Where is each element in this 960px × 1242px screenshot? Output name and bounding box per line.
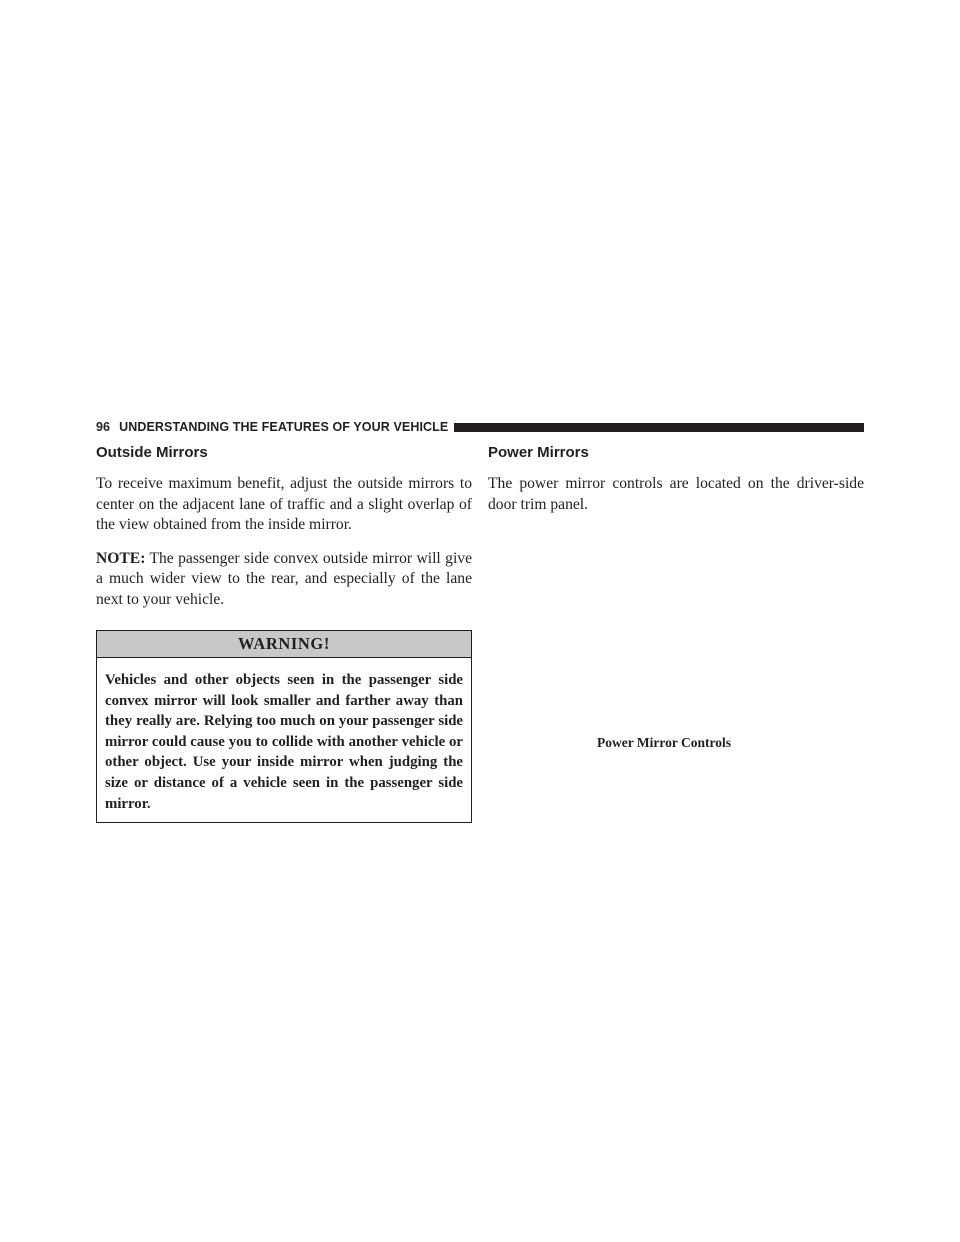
warning-title: WARNING!	[97, 631, 471, 658]
note-paragraph	[96, 549, 472, 611]
header-rule	[454, 423, 864, 432]
outside-mirrors-heading: Outside Mirrors	[96, 444, 208, 461]
warning-body: Vehicles and other objects seen in the passenger side convex mirror will look smaller and farther away than they really are. Relying too much on your passenger side mirror could cause you to collide with another vehicle or other object. Use your inside mirror when judging the size or distance of a vehicle seen in the passenger side mirror.	[105, 672, 463, 812]
outside-mirrors-paragraph: To receive maximum benefit, adjust the outside mirrors to center on the adjacent lane of traffic and a slight overlap of the view obtained from the inside mirror.	[96, 475, 472, 533]
page-number: 96	[96, 420, 111, 434]
left-column	[96, 440, 472, 823]
section-title: UNDERSTANDING THE FEATURES OF YOUR VEHICLE	[119, 420, 449, 434]
figure-placeholder	[488, 528, 864, 708]
warning-box	[96, 630, 472, 823]
power-mirrors-paragraph: The power mirror controls are located on the driver-side door trim panel.	[488, 475, 864, 513]
right-column	[488, 440, 864, 751]
page-header	[96, 418, 864, 436]
figure-caption: Power Mirror Controls	[597, 735, 731, 750]
power-mirrors-heading: Power Mirrors	[488, 444, 589, 461]
note-label: NOTE:	[96, 549, 146, 567]
note-text: The passenger side convex outside mirror will give a much wider view to the rear, and especially of the lane next to your vehicle.	[96, 549, 472, 608]
